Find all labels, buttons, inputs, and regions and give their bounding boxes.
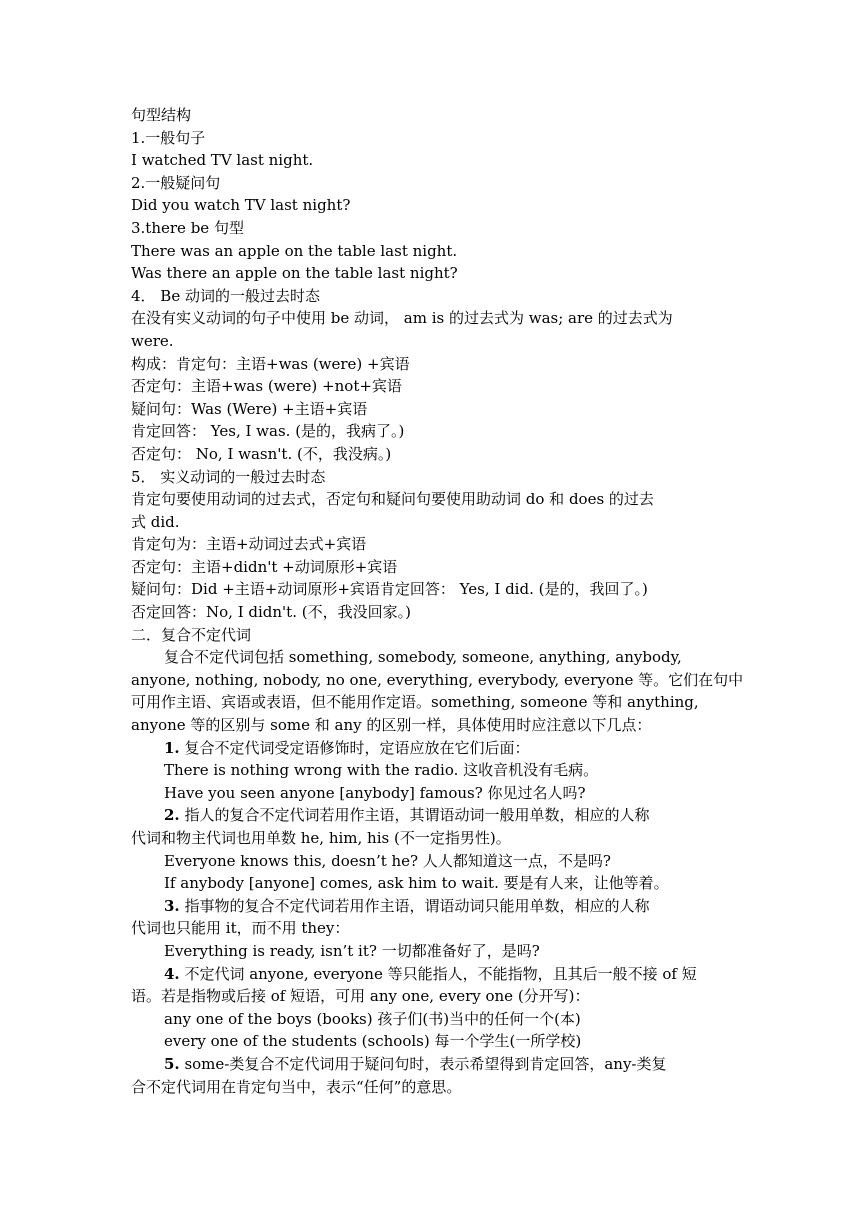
text-line (131, 353, 731, 376)
line-text: Everything is ready, isn’t it? 一切都准备好了，是吗? (164, 941, 540, 960)
item-number: 4. (164, 964, 180, 983)
text-line (131, 488, 731, 511)
text-line (131, 917, 731, 940)
line-text: every one of the students (schools) 每一个学生(一所学校) (164, 1032, 582, 1051)
line-text: 复合不定代词受定语修饰时，定语应放在它们后面： (179, 738, 530, 757)
text-line (131, 872, 731, 895)
text-line (131, 466, 731, 489)
item-number: 3. (164, 896, 180, 915)
line-text: 指事物的复合不定代词若用作主语，谓语动词只能用单数，相应的人称 (179, 896, 650, 915)
line-text: 代词也只能用 it，而不用 they： (131, 919, 350, 938)
text-line (131, 804, 731, 827)
line-text: 疑问句：Did +主语+动词原形+宾语肯定回答： Yes, I did. (是的，我回了。) (131, 580, 648, 599)
document-page (131, 104, 744, 1098)
line-text: 3.there be 句型 (131, 218, 244, 237)
line-text: 否定句： No, I wasn't. (不，我没病。) (131, 444, 392, 463)
text-line (131, 578, 731, 601)
text-line (131, 759, 731, 782)
text-line (131, 963, 731, 986)
line-text: 不定代词 anyone, everyone 等只能指人，不能指物，且其后一般不接 of 短 (179, 964, 697, 983)
line-text: 5． 实义动词的一般过去时态 (131, 467, 326, 486)
text-line (131, 217, 731, 240)
text-line (131, 1053, 731, 1076)
text-line (131, 443, 731, 466)
text-line (131, 398, 731, 421)
line-text: 在没有实义动词的句子中使用 be 动词， am is 的过去式为 was; are 的过去式为 (131, 309, 673, 328)
text-line (131, 669, 744, 692)
line-text: If anybody [anyone] comes, ask him to wait. 要是有人来，让他等着。 (164, 874, 669, 893)
text-line (131, 895, 731, 918)
text-line (131, 262, 731, 285)
line-text: 复合不定代词包括 something, somebody, someone, anything, anybody, (164, 648, 682, 667)
text-line (131, 940, 731, 963)
line-text: 2.一般疑问句 (131, 173, 221, 192)
line-text: 句型结构 (131, 106, 192, 124)
text-line (131, 1008, 731, 1031)
text-line (131, 827, 731, 850)
text-line (131, 737, 731, 760)
text-line (131, 172, 731, 195)
line-text: 代词和物主代词也用单数 he, him, his (不一定指男性)。 (131, 829, 511, 847)
line-text: 二．复合不定代词 (131, 625, 252, 644)
line-text: were. (131, 331, 174, 350)
text-line (131, 714, 731, 737)
line-text: 否定句：主语+was (were) +not+宾语 (131, 377, 402, 396)
text-line (131, 1076, 731, 1099)
text-line (131, 375, 731, 398)
line-text: Everyone knows this, doesn’t he? 人人都知道这一点，不是吗? (164, 851, 611, 870)
line-text: 4． Be 动词的一般过去时态 (131, 286, 320, 305)
line-text: 构成：肯定句：主语+was (were) +宾语 (131, 354, 410, 373)
text-line (131, 194, 731, 217)
line-text: 肯定回答： Yes, I was. (是的，我病了。) (131, 422, 405, 441)
line-text: 肯定句为：主语+动词过去式+宾语 (131, 535, 367, 554)
text-line (131, 127, 731, 150)
text-line (131, 556, 731, 579)
text-line (131, 646, 731, 669)
text-line (131, 104, 731, 127)
text-line (131, 601, 731, 624)
text-line (131, 985, 731, 1008)
line-text: any one of the boys (books) 孩子们(书)当中的任何一个(本) (164, 1009, 581, 1028)
line-text: 可用作主语、宾语或表语，但不能用作定语。something, someone 等和 anything, (131, 693, 699, 712)
line-text: 肯定句要使用动词的过去式，否定句和疑问句要使用助动词 do 和 does 的过去 (131, 490, 654, 509)
item-number: 2. (164, 806, 180, 825)
line-text: Have you seen anyone [anybody] famous? 你见过名人吗? (164, 783, 586, 802)
text-line (131, 624, 731, 647)
line-text: 1.一般句子 (131, 128, 206, 147)
line-text: 指人的复合不定代词若用作主语，其谓语动词一般用单数，相应的人称 (179, 806, 650, 825)
line-text: 式 did. (131, 512, 180, 531)
text-line (131, 330, 731, 353)
text-line (131, 420, 731, 443)
text-line (131, 1030, 731, 1053)
text-line (131, 691, 731, 714)
line-text: anyone 等的区别与 some 和 any 的区别一样，具体使用时应注意以下几点： (131, 716, 652, 735)
text-line (131, 782, 731, 805)
line-text: 合不定代词用在肯定句当中，表示“任何”的意思。 (131, 1077, 462, 1096)
text-line (131, 240, 731, 263)
text-line (131, 285, 731, 308)
item-number: 5. (164, 1054, 180, 1073)
text-line (131, 533, 731, 556)
line-text: 否定回答：No, I didn't. (不，我没回家。) (131, 603, 411, 622)
line-text: I watched TV last night. (131, 151, 314, 170)
line-text: There was an apple on the table last night. (131, 241, 458, 260)
text-line (131, 511, 731, 534)
text-line (131, 307, 731, 330)
line-text: 语。若是指物或后接 of 短语，可用 any one, every one (分开写)： (131, 987, 590, 1006)
text-line (131, 149, 731, 172)
line-text: anyone, nothing, nobody, no one, everything, everybody, everyone 等。它们在句中 (131, 670, 744, 689)
line-text: 否定句：主语+didn't +动词原形+宾语 (131, 557, 398, 576)
line-text: Was there an apple on the table last night? (131, 264, 458, 283)
text-line (131, 850, 731, 873)
item-number: 1. (164, 738, 180, 757)
line-text: There is nothing wrong with the radio. 这收音机没有毛病。 (164, 761, 599, 780)
line-text: some-类复合不定代词用于疑问句时，表示希望得到肯定回答，any-类复 (179, 1054, 667, 1073)
line-text: Did you watch TV last night? (131, 196, 351, 215)
line-text: 疑问句：Was (Were) +主语+宾语 (131, 399, 368, 418)
